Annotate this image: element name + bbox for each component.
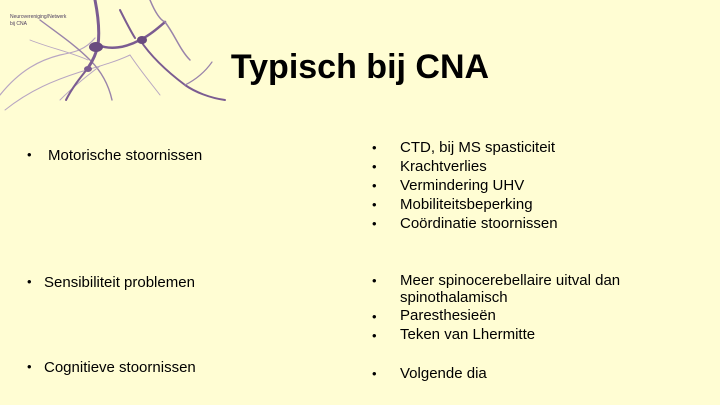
bullet: • (372, 366, 377, 381)
bullet: • (372, 273, 377, 288)
slide-title (0, 48, 720, 87)
bullet: • (27, 147, 32, 162)
right-item: Krachtverlies (400, 158, 487, 175)
slide-title-text: Typisch bij CNA (230, 48, 490, 86)
bullet: • (372, 309, 377, 324)
bullet: • (372, 159, 377, 174)
logo-text-line1: Neurovereniging/Netwerk (10, 14, 67, 20)
right-item: Coördinatie stoornissen (400, 215, 558, 232)
right-item: Mobiliteitsbeperking (400, 196, 533, 213)
right-item: CTD, bij MS spasticiteit (400, 139, 556, 156)
left-item-cognitief: Cognitieve stoornissen (44, 359, 196, 376)
bullet: • (372, 178, 377, 193)
bullet: • (27, 274, 32, 289)
bullet: • (372, 328, 377, 343)
right-item: Vermindering UHV (400, 177, 525, 194)
bullet: • (372, 140, 377, 155)
left-item-sensibiliteit: Sensibiliteit problemen (44, 274, 195, 291)
bullet: • (372, 216, 377, 231)
right-item-next-slide: Volgende dia (400, 365, 487, 382)
bullet: • (27, 359, 32, 374)
logo-text-line2: bij CNA (10, 21, 27, 27)
left-item-motorisch: Motorische stoornissen (48, 147, 203, 164)
bullet: • (372, 197, 377, 212)
right-item: Meer spinocerebellaire uitval dan (400, 272, 621, 289)
right-item-continuation: spinothalamisch (400, 289, 508, 306)
right-item: Paresthesieën (400, 307, 496, 324)
right-item: Teken van Lhermitte (400, 326, 536, 343)
